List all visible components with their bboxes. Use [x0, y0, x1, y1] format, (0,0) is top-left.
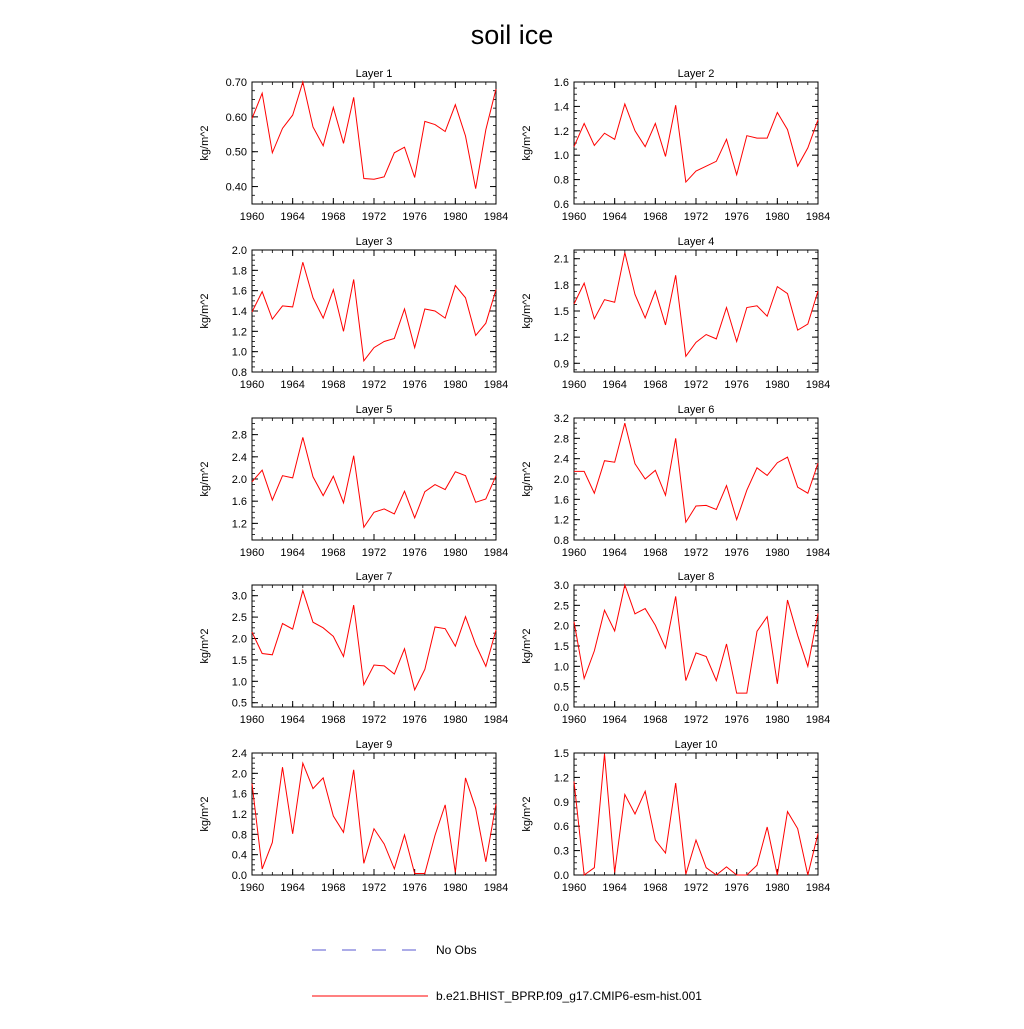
y-tick-label: 1.2	[553, 514, 569, 527]
panel-layer-3	[199, 236, 508, 391]
x-tick-label: 1960	[561, 379, 587, 391]
x-tick-label: 1984	[483, 714, 509, 726]
x-tick-label: 1972	[361, 714, 387, 726]
x-tick-label: 1960	[561, 547, 587, 559]
x-tick-label: 1964	[280, 547, 305, 559]
x-tick-label: 1968	[321, 547, 346, 559]
x-tick-label: 1968	[321, 714, 346, 726]
x-tick-label: 1968	[321, 882, 346, 894]
x-tick-label: 1976	[724, 547, 749, 559]
y-tick-label: 1.2	[553, 125, 569, 138]
series-line	[574, 104, 818, 182]
plot-frame	[252, 82, 496, 204]
series-line	[574, 423, 818, 522]
x-tick-label: 1968	[643, 882, 668, 894]
y-tick-label: 1.2	[231, 326, 247, 339]
y-tick-label: 2.8	[231, 429, 247, 442]
x-tick-label: 1968	[643, 547, 668, 559]
x-tick-label: 1976	[724, 211, 749, 223]
panel-title: Layer 3	[355, 236, 393, 248]
plot-frame	[574, 585, 818, 707]
x-tick-label: 1968	[321, 211, 346, 223]
x-tick-label: 1980	[443, 547, 468, 559]
y-tick-label: 2.4	[231, 748, 247, 760]
x-tick-label: 1976	[402, 379, 427, 391]
plot-frame	[574, 753, 818, 875]
y-axis-label: kg/m^2	[521, 125, 533, 161]
legend	[312, 943, 702, 1003]
y-tick-label: 2.5	[553, 600, 569, 613]
x-tick-label: 1976	[724, 714, 749, 726]
y-tick-label: 1.6	[553, 77, 569, 89]
x-tick-label: 1976	[402, 714, 427, 726]
plot-frame	[252, 585, 496, 707]
y-tick-label: 0.40	[225, 181, 247, 194]
y-tick-label: 2.8	[553, 433, 569, 446]
y-tick-label: 1.6	[231, 496, 247, 509]
y-tick-label: 0.9	[553, 358, 569, 371]
panel-layer-5	[199, 404, 508, 559]
x-tick-label: 1972	[361, 211, 387, 223]
x-tick-label: 1964	[280, 211, 305, 223]
x-tick-label: 1972	[683, 379, 709, 391]
x-tick-label: 1980	[443, 379, 468, 391]
panel-title: Layer 5	[355, 404, 393, 416]
y-tick-label: 0.50	[225, 146, 247, 159]
y-tick-label: 2.0	[231, 245, 247, 257]
panel-title: Layer 7	[355, 571, 393, 583]
plot-frame	[252, 250, 496, 372]
y-tick-label: 2.4	[231, 451, 247, 464]
x-tick-label: 1960	[239, 211, 265, 223]
y-tick-label: 0.8	[553, 535, 569, 547]
y-tick-label: 2.1	[553, 253, 569, 266]
x-tick-label: 1964	[602, 547, 627, 559]
x-tick-label: 1980	[765, 379, 790, 391]
x-tick-label: 1984	[805, 714, 831, 726]
legend-model-label: b.e21.BHIST_BPRP.f09_g17.CMIP6-esm-hist.001	[436, 989, 702, 1003]
x-tick-label: 1964	[280, 714, 305, 726]
y-tick-label: 0.5	[231, 697, 247, 710]
x-tick-label: 1964	[280, 882, 305, 894]
y-tick-label: 1.0	[231, 676, 247, 689]
y-tick-label: 1.2	[231, 809, 247, 821]
x-tick-label: 1968	[643, 714, 668, 726]
y-tick-label: 3.0	[231, 590, 247, 603]
y-tick-label: 2.0	[553, 474, 569, 486]
x-tick-label: 1964	[602, 211, 627, 223]
x-tick-label: 1984	[483, 882, 509, 894]
y-axis-label: kg/m^2	[521, 461, 533, 497]
x-tick-label: 1984	[805, 211, 831, 223]
panel-layer-7	[199, 571, 508, 726]
y-axis-label: kg/m^2	[521, 628, 533, 664]
x-tick-label: 1980	[765, 882, 790, 894]
panel-title: Layer 2	[677, 68, 715, 80]
y-tick-label: 1.8	[553, 279, 569, 292]
panel-layer-10	[521, 739, 830, 894]
y-tick-label: 1.2	[553, 332, 569, 345]
panel-title: Layer 6	[677, 404, 715, 416]
series-line	[252, 437, 496, 527]
x-tick-label: 1972	[683, 211, 709, 223]
y-tick-label: 1.2	[231, 518, 247, 531]
legend-obs-label: No Obs	[436, 943, 477, 957]
plot-frame	[574, 250, 818, 372]
y-tick-label: 2.0	[231, 474, 247, 486]
plot-frame	[252, 753, 496, 875]
y-tick-label: 1.5	[553, 748, 569, 760]
panel-layer-4	[521, 236, 830, 391]
x-tick-label: 1980	[765, 547, 790, 559]
y-tick-label: 0.8	[553, 174, 569, 187]
y-axis-label: kg/m^2	[521, 796, 533, 832]
x-tick-label: 1960	[239, 379, 265, 391]
series-line	[252, 591, 496, 690]
y-tick-label: 1.5	[553, 641, 569, 653]
y-tick-label: 3.2	[553, 413, 569, 425]
x-tick-label: 1980	[765, 714, 790, 726]
x-tick-label: 1960	[561, 882, 587, 894]
panel-title: Layer 8	[677, 571, 715, 583]
panel-layer-8	[521, 571, 830, 726]
y-tick-label: 1.4	[553, 101, 569, 114]
y-tick-label: 1.5	[231, 654, 247, 667]
x-tick-label: 1984	[805, 379, 831, 391]
y-tick-label: 1.8	[231, 265, 247, 278]
y-tick-label: 1.4	[231, 306, 247, 318]
x-tick-label: 1964	[602, 714, 627, 726]
plot-frame	[252, 418, 496, 540]
panel-title: Layer 4	[677, 236, 715, 248]
x-tick-label: 1960	[561, 211, 587, 223]
x-tick-label: 1984	[805, 547, 831, 559]
x-tick-label: 1980	[443, 882, 468, 894]
x-tick-label: 1972	[683, 882, 709, 894]
x-tick-label: 1960	[239, 714, 265, 726]
y-tick-label: 2.0	[553, 620, 569, 633]
x-tick-label: 1968	[643, 379, 668, 391]
y-axis-label: kg/m^2	[199, 461, 211, 497]
y-tick-label: 0.0	[553, 702, 569, 714]
y-tick-label: 0.9	[553, 796, 569, 809]
x-tick-label: 1972	[683, 714, 709, 726]
y-tick-label: 1.2	[553, 772, 569, 785]
series-line	[574, 253, 818, 357]
y-tick-label: 1.6	[231, 788, 247, 801]
y-tick-label: 0.4	[231, 849, 247, 862]
y-tick-label: 2.0	[231, 633, 247, 646]
y-tick-label: 2.5	[231, 612, 247, 625]
panel-title: Layer 10	[674, 739, 718, 751]
y-tick-label: 0.8	[231, 829, 247, 842]
panel-layer-2	[521, 68, 830, 223]
y-tick-label: 0.5	[553, 681, 569, 694]
y-tick-label: 0.8	[231, 367, 247, 379]
x-tick-label: 1964	[602, 882, 627, 894]
y-tick-label: 0.6	[553, 821, 569, 834]
y-tick-label: 2.4	[553, 453, 569, 466]
x-tick-label: 1976	[402, 882, 427, 894]
plot-frame	[574, 82, 818, 204]
y-tick-label: 1.0	[231, 346, 247, 359]
y-tick-label: 1.5	[553, 306, 569, 318]
x-tick-label: 1960	[239, 547, 265, 559]
panel-title: Layer 9	[355, 739, 393, 751]
series-line	[252, 262, 496, 361]
y-axis-label: kg/m^2	[521, 293, 533, 329]
panel-layer-9	[199, 739, 508, 894]
y-tick-label: 0.0	[231, 870, 247, 882]
y-tick-label: 1.0	[553, 661, 569, 674]
x-tick-label: 1980	[443, 714, 468, 726]
series-line	[252, 82, 496, 189]
y-tick-label: 0.6	[553, 199, 569, 211]
y-axis-label: kg/m^2	[199, 628, 211, 664]
series-line	[574, 585, 818, 693]
x-tick-label: 1976	[724, 379, 749, 391]
y-tick-label: 2.0	[231, 768, 247, 781]
x-tick-label: 1972	[361, 882, 387, 894]
x-tick-label: 1984	[483, 379, 509, 391]
x-tick-label: 1984	[483, 211, 509, 223]
x-tick-label: 1972	[683, 547, 709, 559]
y-tick-label: 0.0	[553, 870, 569, 882]
x-tick-label: 1980	[443, 211, 468, 223]
x-tick-label: 1976	[724, 882, 749, 894]
y-tick-label: 0.70	[225, 77, 247, 89]
panel-layer-6	[521, 404, 830, 559]
y-tick-label: 1.0	[553, 150, 569, 163]
panel-layer-1	[199, 68, 508, 223]
y-axis-label: kg/m^2	[199, 796, 211, 832]
x-tick-label: 1976	[402, 547, 427, 559]
series-line	[252, 763, 496, 873]
x-tick-label: 1984	[483, 547, 509, 559]
plot-frame	[574, 418, 818, 540]
y-axis-label: kg/m^2	[199, 125, 211, 161]
panel-title: Layer 1	[355, 68, 393, 80]
x-tick-label: 1976	[402, 211, 427, 223]
y-axis-label: kg/m^2	[199, 293, 211, 329]
x-tick-label: 1968	[321, 379, 346, 391]
x-tick-label: 1968	[643, 211, 668, 223]
y-tick-label: 3.0	[553, 580, 569, 592]
x-tick-label: 1960	[239, 882, 265, 894]
x-tick-label: 1980	[765, 211, 790, 223]
x-tick-label: 1960	[561, 714, 587, 726]
y-tick-label: 0.60	[225, 111, 247, 124]
y-tick-label: 1.6	[231, 285, 247, 298]
x-tick-label: 1964	[602, 379, 627, 391]
series-line	[574, 754, 818, 875]
x-tick-label: 1984	[805, 882, 831, 894]
y-tick-label: 1.6	[553, 494, 569, 507]
x-tick-label: 1972	[361, 547, 387, 559]
x-tick-label: 1972	[361, 379, 387, 391]
y-tick-label: 0.3	[553, 845, 569, 858]
figure-title: soil ice	[470, 20, 554, 50]
x-tick-label: 1964	[280, 379, 305, 391]
